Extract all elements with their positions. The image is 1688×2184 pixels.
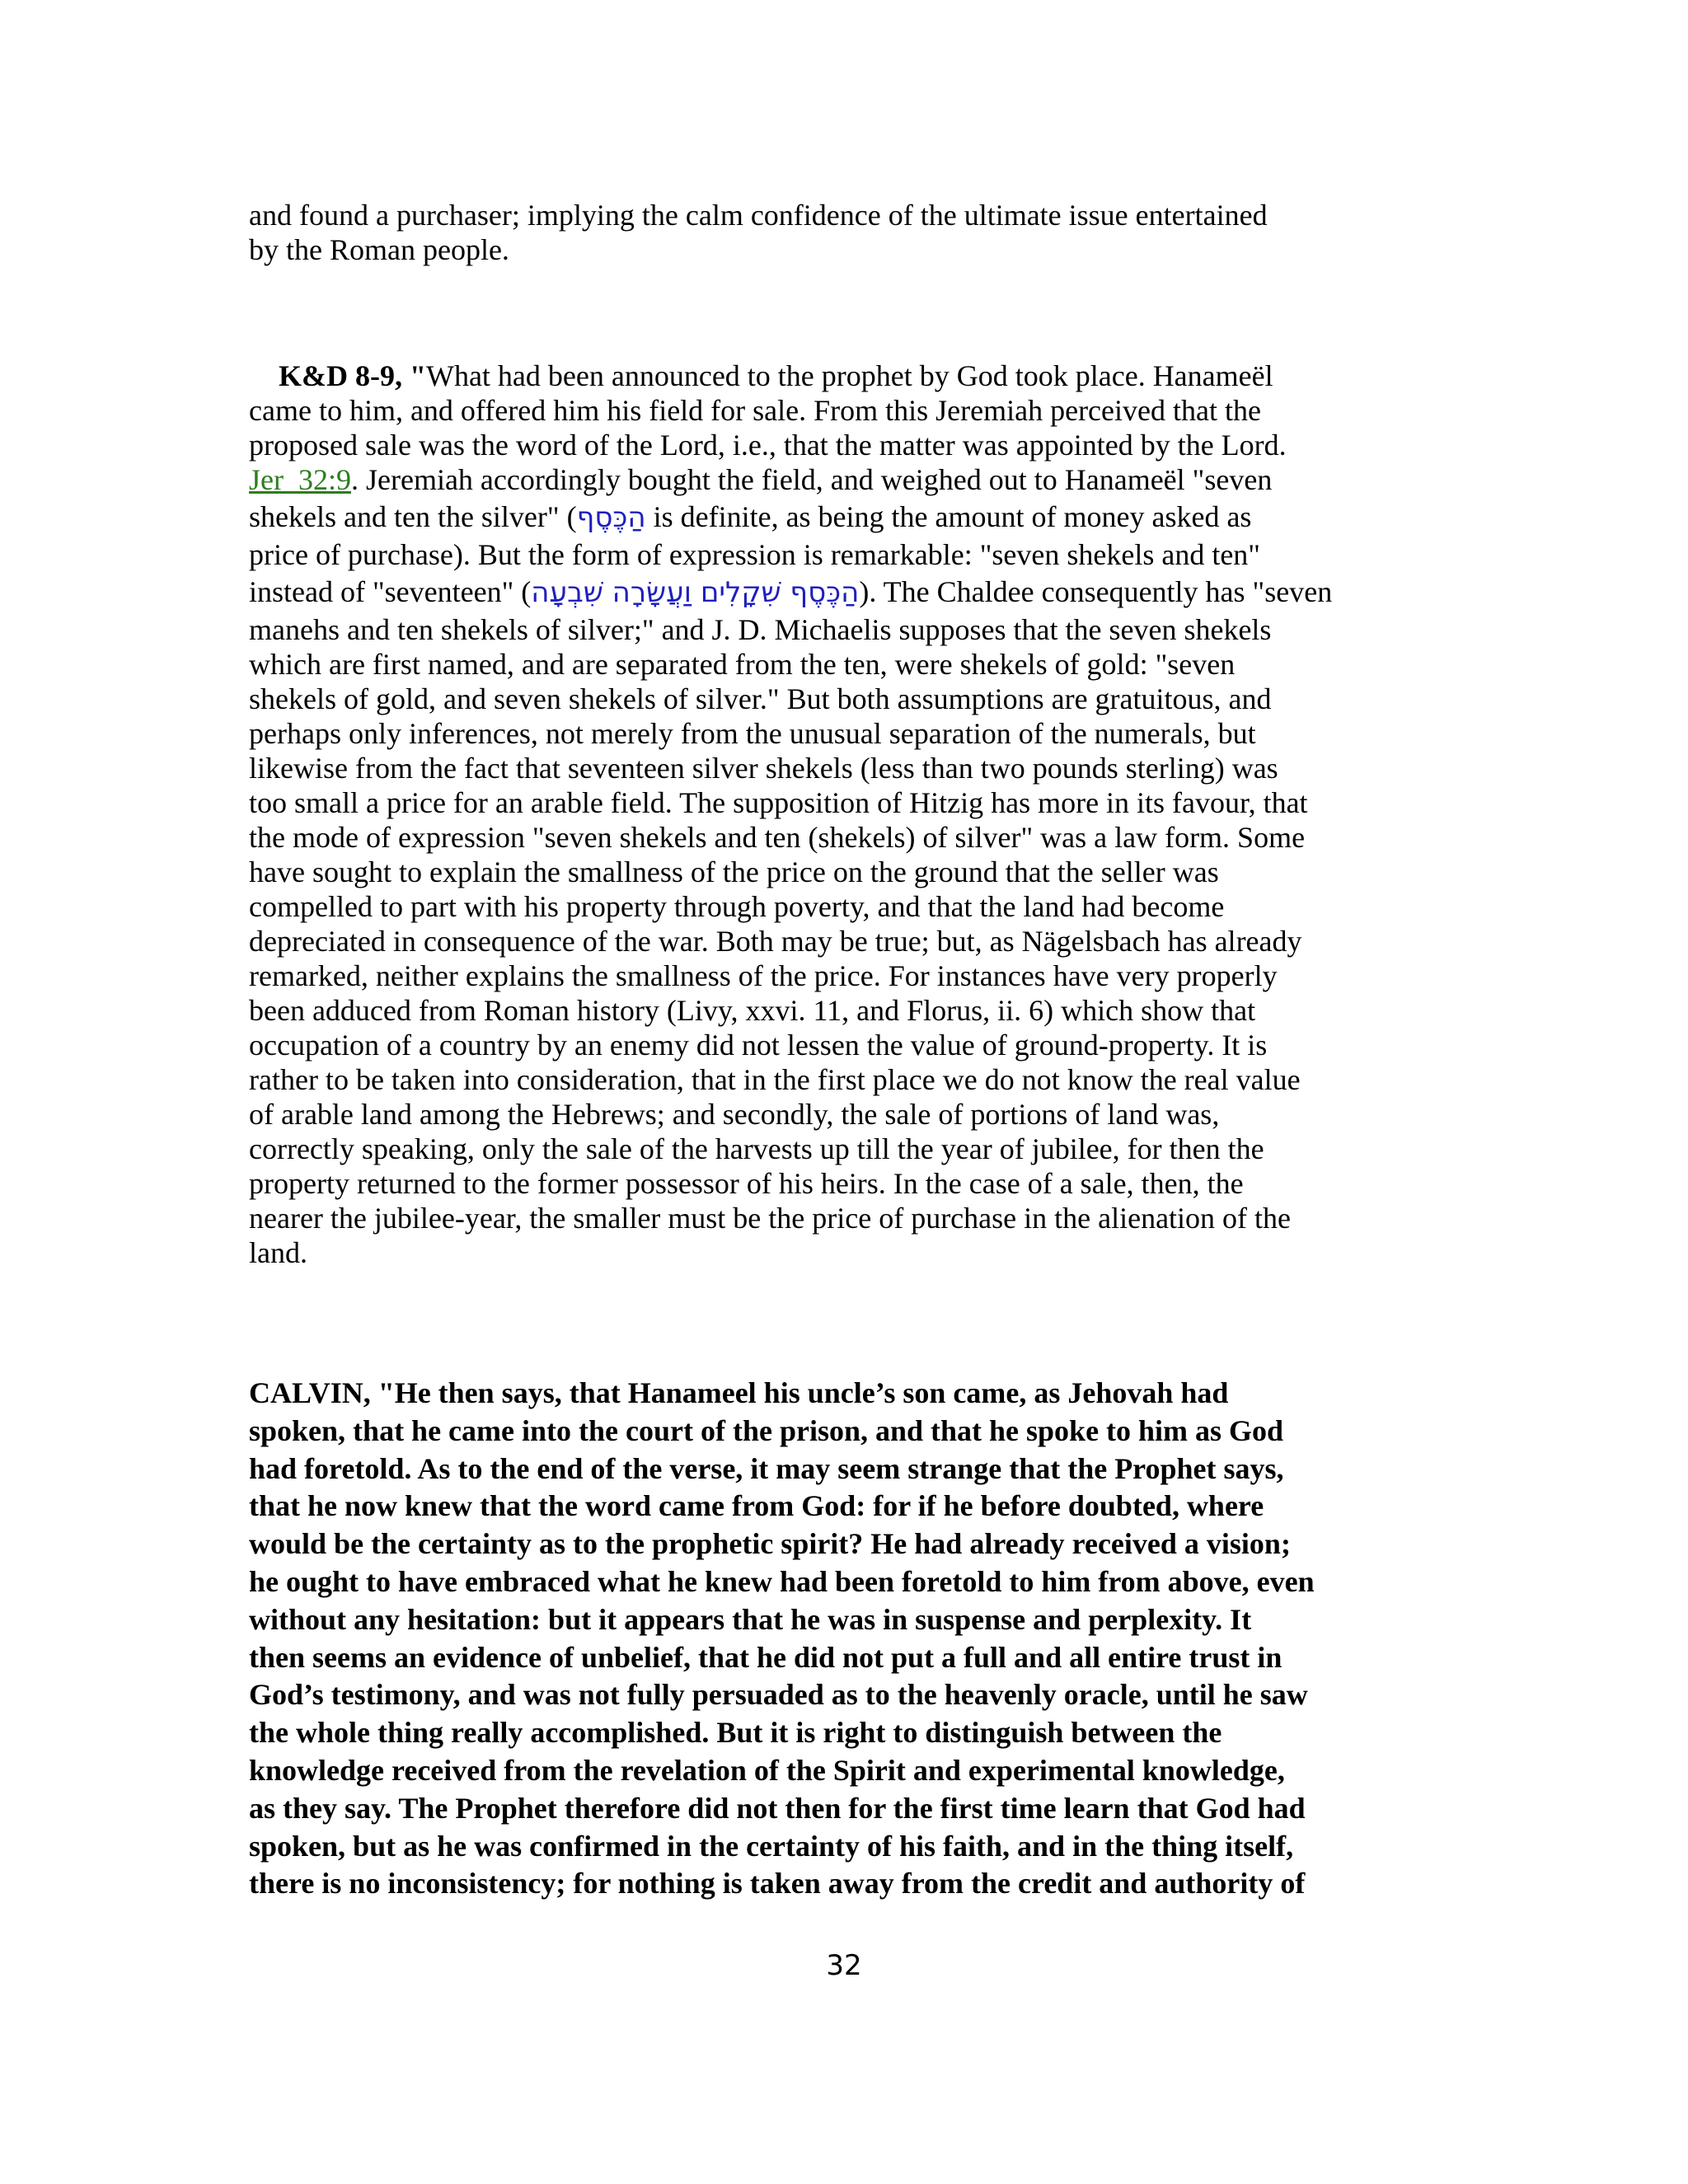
kd-line: shekels of gold, and seven shekels of silver." But both assumptions are gratuitous, and xyxy=(249,682,1272,715)
kd-line: remarked, neither explains the smallness of the price. For instances have very properly xyxy=(249,959,1278,992)
kd-text: instead of "seventeen" ( xyxy=(249,575,532,608)
kd-line: correctly speaking, only the sale of the harvests up till the year of jubilee, for then the xyxy=(249,1132,1264,1165)
calvin-line: CALVIN, "He then says, that Hanameel his uncle’s son came, as Jehovah had xyxy=(249,1376,1229,1409)
kd-line: nearer the jubilee-year, the smaller must be the price of purchase in the alienation of the xyxy=(249,1202,1292,1235)
kd-line: likewise from the fact that seventeen silver shekels (less than two pounds sterling) was xyxy=(249,752,1278,785)
calvin-line: as they say. The Prophet therefore did not then for the first time learn that God had xyxy=(249,1791,1306,1825)
calvin-line: the whole thing really accomplished. But it is right to distinguish between the xyxy=(249,1716,1222,1750)
calvin-line: there is no inconsistency; for nothing is taken away from the credit and authority of xyxy=(249,1867,1306,1900)
calvin-line: would be the certainty as to the prophetic spirit? He had already received a vision; xyxy=(249,1527,1291,1561)
kd-text: shekels and ten the silver" ( xyxy=(249,500,577,533)
calvin-line: knowledge received from the revelation of the Spirit and experimental knowledge, xyxy=(249,1753,1285,1787)
kd-line: price of purchase). But the form of expression is remarkable: "seven shekels and ten" xyxy=(249,538,1260,571)
kd-line: proposed sale was the word of the Lord, i.e., that the matter was appointed by the Lord. xyxy=(249,429,1287,462)
paragraph-line: and found a purchaser; implying the calm confidence of the ultimate issue entertained xyxy=(249,199,1268,232)
kd-first-line xyxy=(249,359,1444,393)
calvin-line: without any hesitation: but it appears that he was in suspense and perplexity. It xyxy=(249,1602,1252,1636)
kd-line: too small a price for an arable field. The supposition of Hitzig has more in its favour, that xyxy=(249,786,1308,819)
kd-line: depreciated in consequence of the war. Both may be true; but, as Nägelsbach has already xyxy=(249,925,1302,958)
kd-line: of arable land among the Hebrews; and secondly, the sale of portions of land was, xyxy=(249,1098,1220,1131)
hebrew-text: הַכֶּסֶף xyxy=(576,501,646,534)
kd-line: came to him, and offered him his field for sale. From this Jeremiah perceived that the xyxy=(249,394,1261,427)
calvin-line: that he now knew that the word came from God: for if he before doubted, where xyxy=(249,1489,1264,1523)
kd-text: What had been announced to the prophet by God took place. Hanameël xyxy=(425,359,1273,392)
kd-line-with-hebrew xyxy=(249,572,1444,612)
kd-line: have sought to explain the smallness of the price on the ground that the seller was xyxy=(249,855,1219,888)
kd-line-with-link xyxy=(249,462,1444,497)
kd-line: manehs and ten shekels of silver;" and J. D. Michaelis supposes that the seven shekels xyxy=(249,613,1272,646)
calvin-line: spoken, that he came into the court of the prison, and that he spoke to him as God xyxy=(249,1413,1284,1447)
calvin-line: spoken, but as he was confirmed in the certainty of his faith, and in the thing itself, xyxy=(249,1829,1294,1863)
calvin-line: had foretold. As to the end of the verse, it may seem strange that the Prophet says, xyxy=(249,1451,1284,1485)
calvin-line: then seems an evidence of unbelief, that he did not put a full and all entire trust in xyxy=(249,1640,1282,1674)
scripture-link[interactable]: Jer_32:9 xyxy=(249,463,351,496)
kd-line: rather to be taken into consideration, that in the first place we do not know the real value xyxy=(249,1063,1301,1096)
calvin-line: God’s testimony, and was not fully persuaded as to the heavenly oracle, until he saw xyxy=(249,1678,1308,1712)
paragraph-continuation xyxy=(249,198,1444,267)
kd-line: occupation of a country by an enemy did not lessen the value of ground-property. It is xyxy=(249,1029,1268,1062)
kd-line: the mode of expression "seven shekels and ten (shekels) of silver" was a law form. Some xyxy=(249,821,1306,854)
calvin-line: he ought to have embraced what he knew had been foretold to him from above, even xyxy=(249,1564,1315,1598)
paragraph-line: by the Roman people. xyxy=(249,233,509,266)
page-number: 32 xyxy=(826,1949,862,1982)
kd-text: ). The Chaldee consequently has "seven xyxy=(859,575,1333,608)
kd-line: property returned to the former possessor of his heirs. In the case of a sale, then, the xyxy=(249,1167,1244,1200)
kd-line-with-hebrew xyxy=(249,497,1444,537)
kd-label: K&D 8-9, " xyxy=(279,359,426,392)
kd-commentary xyxy=(249,359,1444,1270)
hebrew-text: הַכֶּסֶף שִׁקָלִים וַעֲשָׂרָה שִׁבְעָה xyxy=(531,576,860,609)
kd-line: which are first named, and are separated from the ten, were shekels of gold: "seven xyxy=(249,648,1236,681)
kd-line: perhaps only inferences, not merely from the unusual separation of the numerals, but xyxy=(249,717,1256,750)
kd-line: been adduced from Roman history (Livy, xxvi. 11, and Florus, ii. 6) which show that xyxy=(249,994,1256,1027)
calvin-commentary xyxy=(249,1375,1444,1903)
kd-text: is definite, as being the amount of money asked as xyxy=(645,500,1252,533)
kd-line: land. xyxy=(249,1236,307,1269)
kd-line: compelled to part with his property through poverty, and that the land had become xyxy=(249,890,1225,923)
kd-text: . Jeremiah accordingly bought the field, and weighed out to Hanameël "seven xyxy=(350,463,1273,496)
